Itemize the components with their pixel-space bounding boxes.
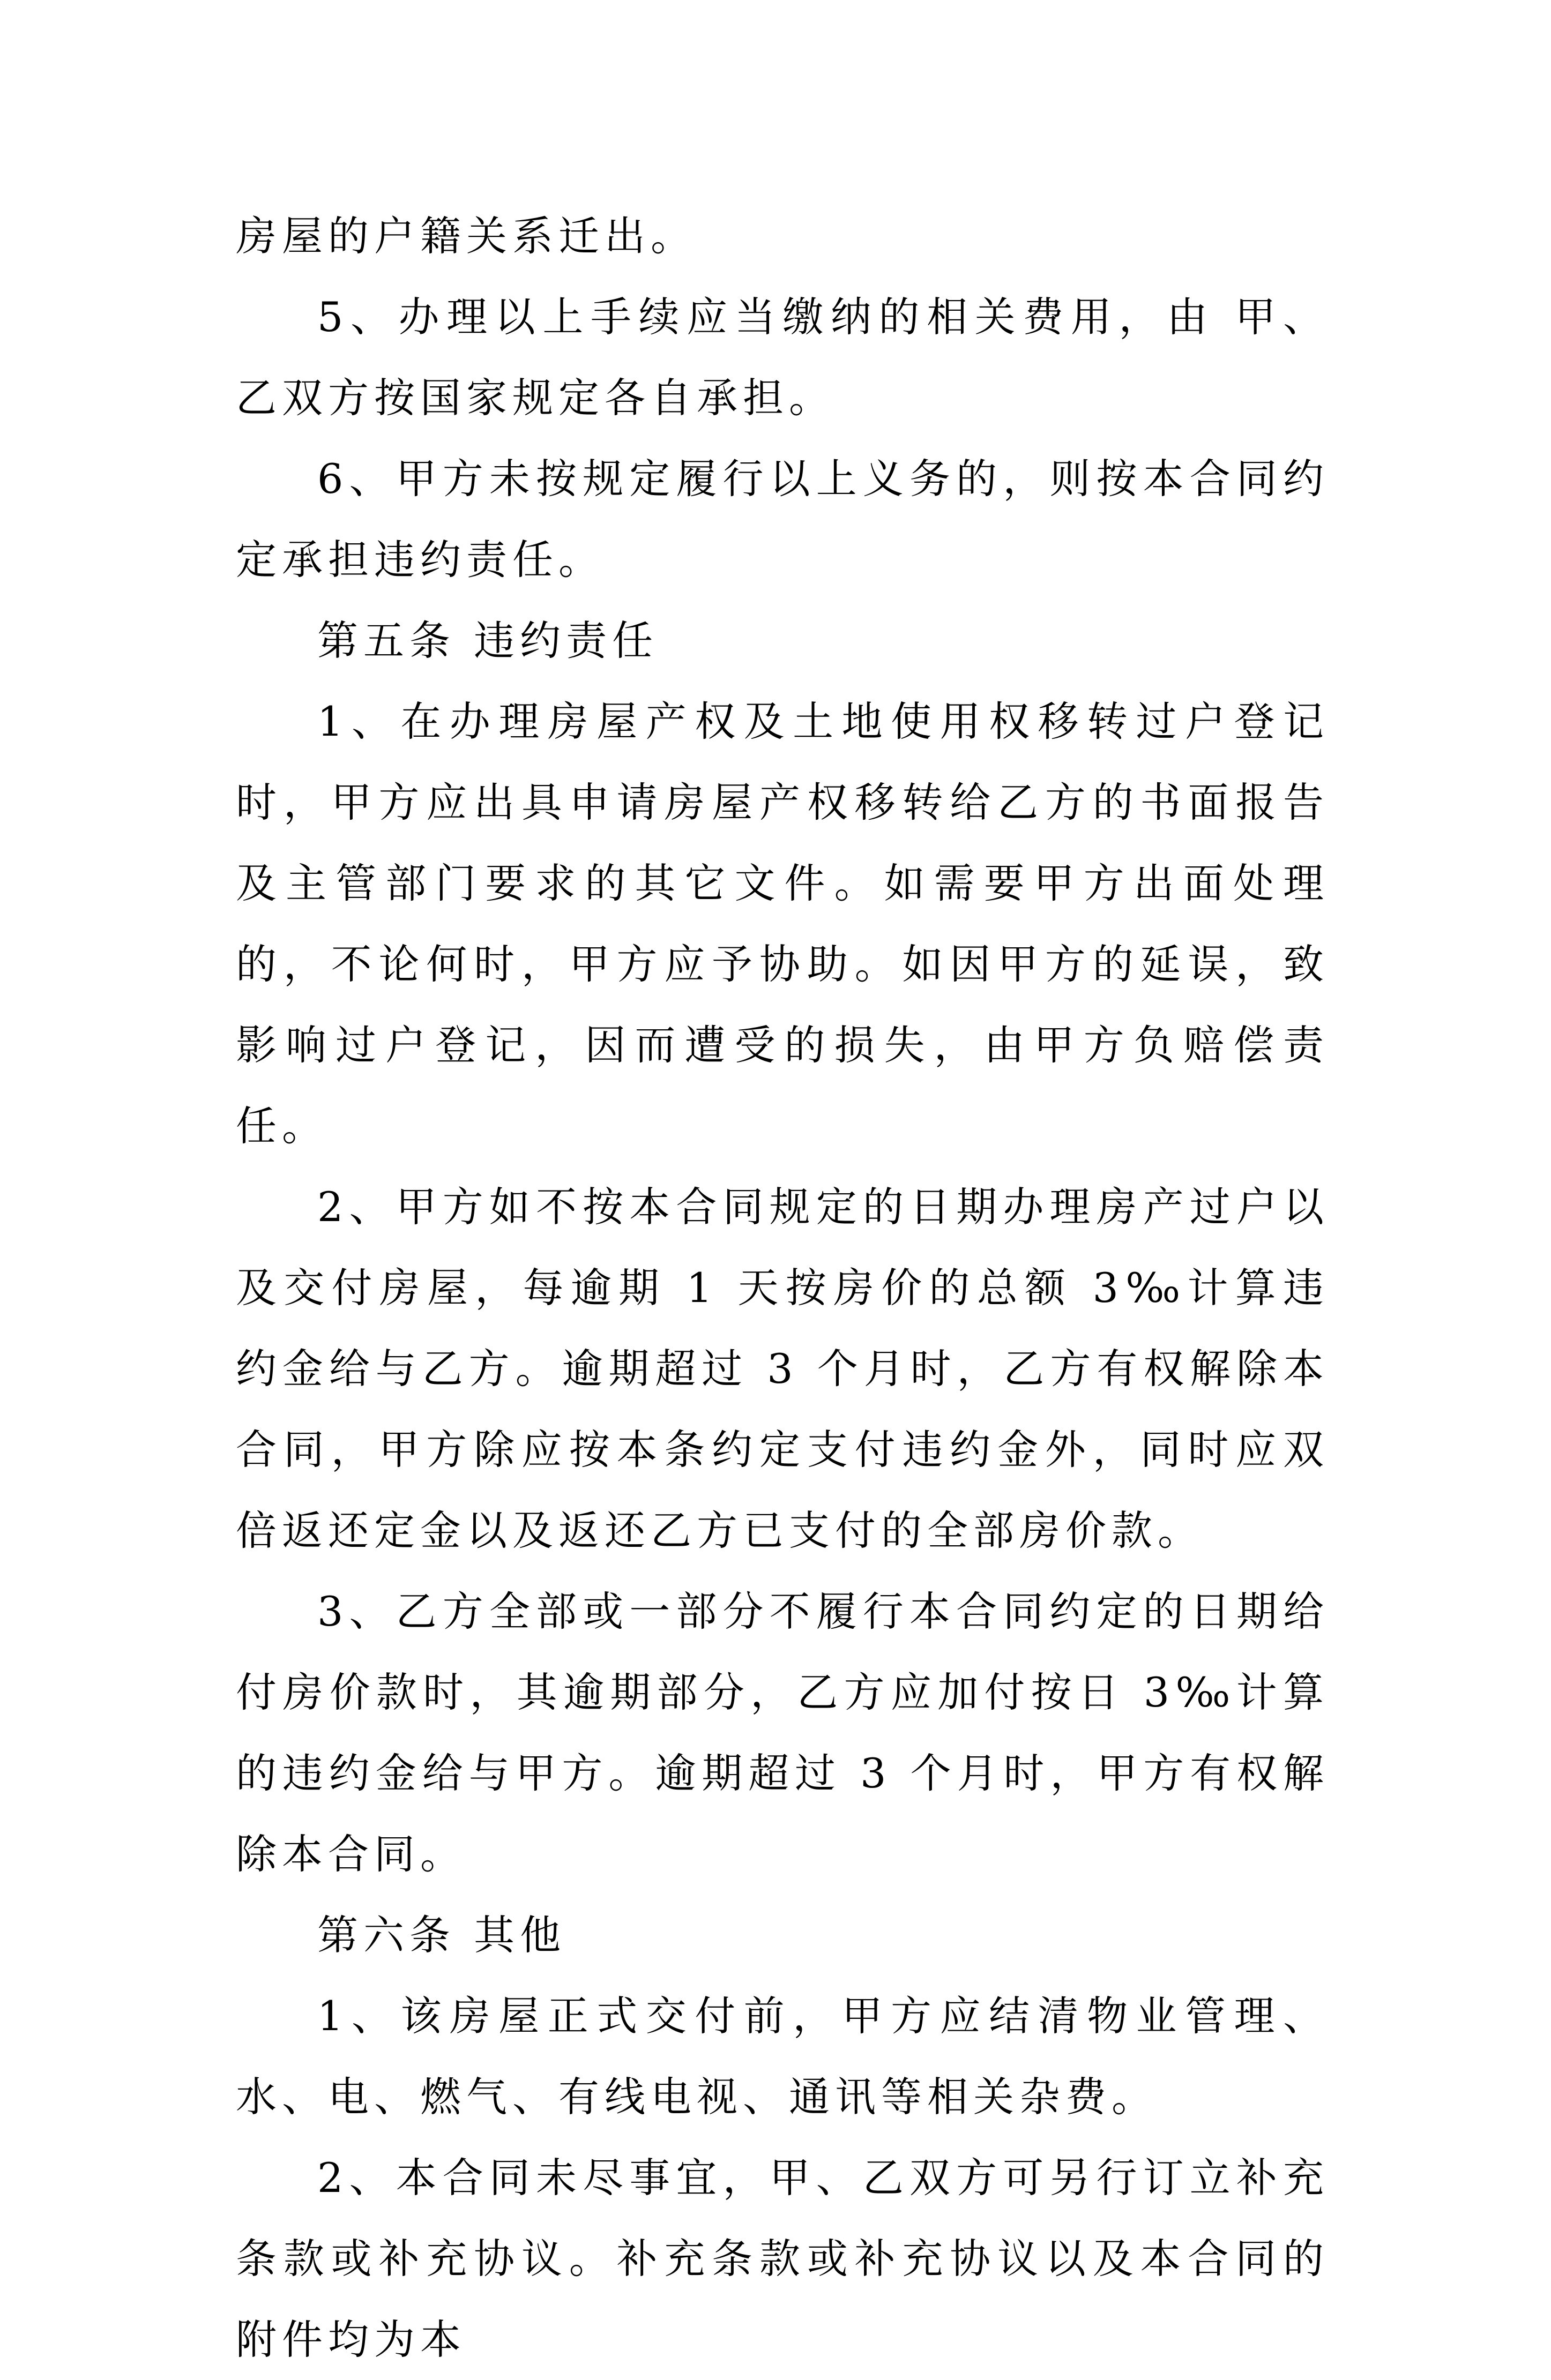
paragraph-breach-item-3: 3、乙方全部或一部分不履行本合同约定的日期给付房价款时，其逾期部分，乙方应加付按日 3‰计算的违约金给与甲方。逾期超过 3 个月时，甲方有权解除本合同。	[236, 1588, 1329, 1878]
paragraph-breach-item-2: 2、甲方如不按本合同规定的日期办理房产过户以及交付房屋，每逾期 1 天按房价的总额 3‰计算违约金给与乙方。逾期超过 3 个月时，乙方有权解除本合同，甲方除应按本条约定支付违约金外，同时应双倍返还定金以及返还乙方已支付的全部房价款。	[236, 1183, 1329, 1554]
section-heading-article-6: 第六条 其他	[317, 1911, 566, 1959]
section-heading-article-5: 第五条 违约责任	[317, 617, 659, 664]
paragraph-other-item-2: 2、本合同未尽事宜，甲、乙双方可另行订立补充条款或补充协议。补充条款或补充协议以及本合同的附件均为本	[236, 2154, 1329, 2363]
paragraph-continuation: 房屋的户籍关系迁出。	[236, 212, 697, 260]
document-body	[236, 196, 1329, 2380]
paragraph-other-item-1: 1、该房屋正式交付前，甲方应结清物业管理、水、电、燃气、有线电视、通讯等相关杂费。	[236, 1992, 1329, 2121]
paragraph-item-6: 6、甲方未按规定履行以上义务的，则按本合同约定承担违约责任。	[236, 455, 1329, 583]
paragraph-breach-item-1: 1、在办理房屋产权及土地使用权移转过户登记时，甲方应出具申请房屋产权移转给乙方的书面报告及主管部门要求的其它文件。如需要甲方出面处理的，不论何时，甲方应予协助。如因甲方的延误，致影响过户登记，因而遭受的损失，由甲方负赔偿责任。	[236, 698, 1329, 1150]
paragraph-item-5: 5、办理以上手续应当缴纳的相关费用，由 甲、乙双方按国家规定各自承担。	[236, 293, 1329, 422]
